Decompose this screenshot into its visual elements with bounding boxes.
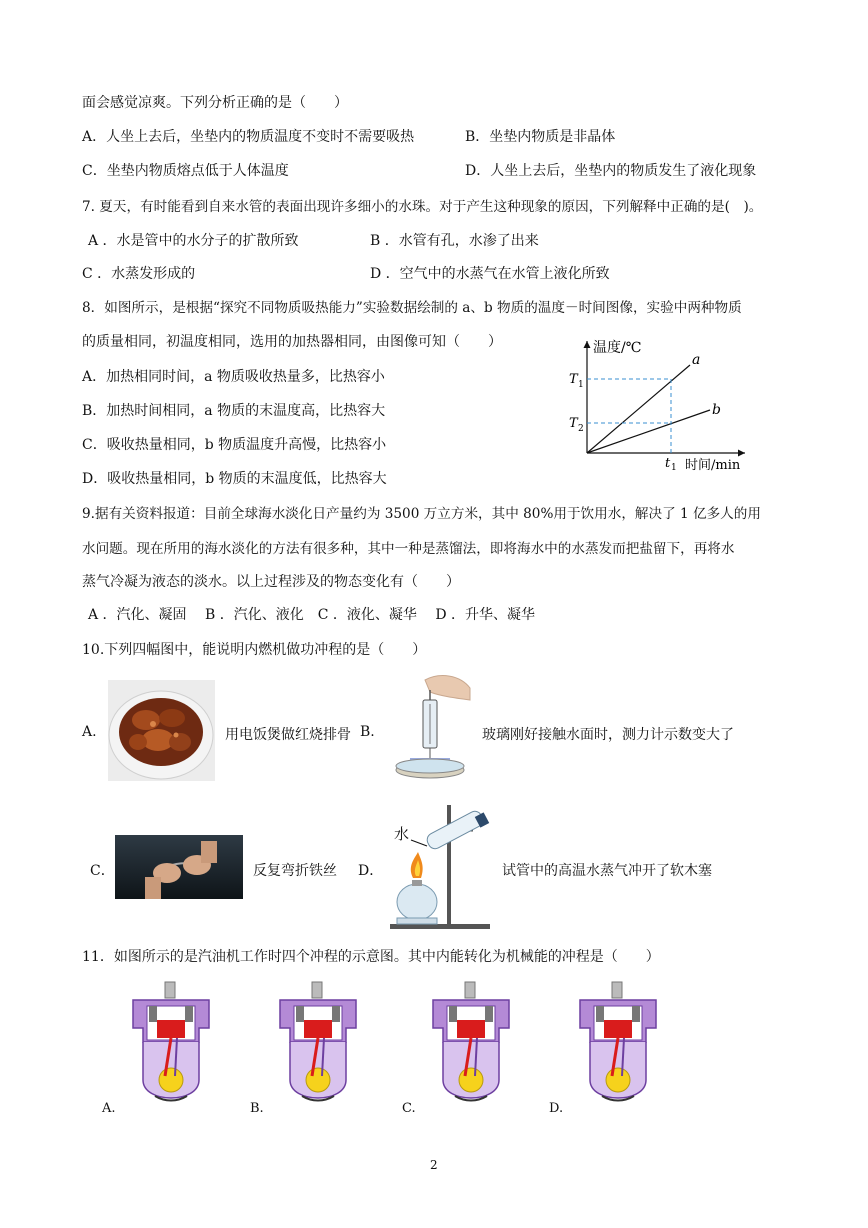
q8-stem-line1: 8．如图所示，是根据“探究不同物质吸热能力”实验数据绘制的 a、b 物质的温度－时间图像，实验中两种物质 [82, 300, 742, 316]
test-tube-heating-image [385, 800, 495, 932]
line-a [587, 365, 690, 453]
water-label: 水 [394, 825, 410, 843]
line-b-label: b [712, 402, 721, 418]
q7-stem: 7. 夏天，有时能看到自来水管的表面出现许多细小的水珠。对于产生这种现象的原因，下列解释中正确的是( )。 [82, 199, 763, 215]
q11-stem: 11．如图所示的是汽油机工作时四个冲程的示意图。其中内能转化为机械能的冲程是（ ） [82, 949, 660, 965]
y-axis-label: 温度/℃ [593, 340, 642, 356]
t1-sub: 1 [578, 380, 584, 390]
engine-a-diagram [125, 980, 217, 1112]
q10-d-label: D． [358, 863, 384, 879]
q6-option-c: C．坐垫内物质熔点低于人体温度 [82, 163, 289, 179]
engine-c-diagram [425, 980, 517, 1112]
q10-a-text: 用电饭煲做红烧排骨 [225, 727, 351, 743]
engine-b-diagram [272, 980, 364, 1112]
time-tick-label: t [665, 456, 671, 471]
t1-label: T [569, 372, 578, 387]
page-number: 2 [430, 1158, 438, 1172]
line-b [587, 410, 710, 453]
q8-option-a: A．加热相同时间，a 物质吸收热量多，比热容小 [82, 369, 385, 385]
q7-option-b: B ．水管有孔，水渗了出来 [370, 233, 539, 249]
q6-option-d: D．人坐上去后，坐垫内的物质发生了液化现象 [465, 163, 757, 179]
q10-stem: 10.下列四幅图中，能说明内燃机做功冲程的是（ ） [82, 642, 427, 658]
q7-option-c: C ．水蒸发形成的 [82, 266, 196, 282]
q8-option-c: C．吸收热量相同，b 物质温度升高慢，比热容小 [82, 437, 387, 453]
q8-option-b: B．加热时间相同，a 物质的末温度高，比热容大 [82, 403, 386, 419]
q6-option-b: B．坐垫内物质是非晶体 [465, 129, 616, 145]
bending-wire-image [115, 835, 243, 899]
q7-option-a: A ．水是管中的水分子的扩散所致 [88, 233, 299, 249]
q9-options: A ．汽化、凝固 B ．汽化、液化 C ．液化、凝华 D ．升华、凝华 [88, 607, 536, 623]
q9-line1: 9.据有关资料报道：目前全球海水淡化日产量约为 3500 万立方米，其中 80%用于饮用水，解决了 1 亿多人的用 [82, 506, 761, 522]
engine-c-label: C. [402, 1101, 416, 1116]
q8-stem-line2: 的质量相同，初温度相同，选用的加热器相同，由图像可知（ ） [82, 334, 502, 350]
spring-scale-glass-image [385, 670, 475, 785]
braised-ribs-image [108, 680, 215, 781]
line-a-label: a [692, 352, 701, 368]
engine-d-label: D. [549, 1101, 564, 1116]
engine-b-label: B. [250, 1101, 264, 1116]
q8-option-d: D．吸收热量相同，b 物质的末温度低，比热容大 [82, 471, 387, 487]
q6-stem-tail: 面会感觉凉爽。下列分析正确的是（ ） [82, 95, 348, 111]
q10-b-text: 玻璃刚好接触水面时，测力计示数变大了 [482, 727, 734, 743]
time-tick-sub: 1 [671, 463, 677, 473]
q10-d-text: 试管中的高温水蒸气冲开了软木塞 [502, 863, 712, 879]
q10-c-text: 反复弯折铁丝 [253, 863, 337, 879]
temperature-time-graph [555, 335, 760, 475]
q10-c-label: C． [90, 863, 115, 879]
engine-d-diagram [572, 980, 664, 1112]
q9-line2: 水问题。现在所用的海水淡化的方法有很多种，其中一种是蒸馏法，即将海水中的水蒸发而把盐留下，再将水 [82, 541, 735, 557]
q10-b-label: B. [360, 724, 375, 740]
q7-option-d: D ．空气中的水蒸气在水管上液化所致 [370, 266, 610, 282]
q10-a-label: A. [82, 724, 97, 740]
x-axis-label: 时间/min [685, 458, 741, 473]
q9-line3: 蒸气冷凝为液态的淡水。以上过程涉及的物态变化有（ ） [82, 574, 460, 590]
t2-sub: 2 [578, 424, 584, 434]
q6-option-a: A．人坐上去后，坐垫内的物质温度不变时不需要吸热 [82, 129, 415, 145]
engine-a-label: A. [102, 1101, 116, 1116]
t2-label: T [569, 416, 578, 431]
